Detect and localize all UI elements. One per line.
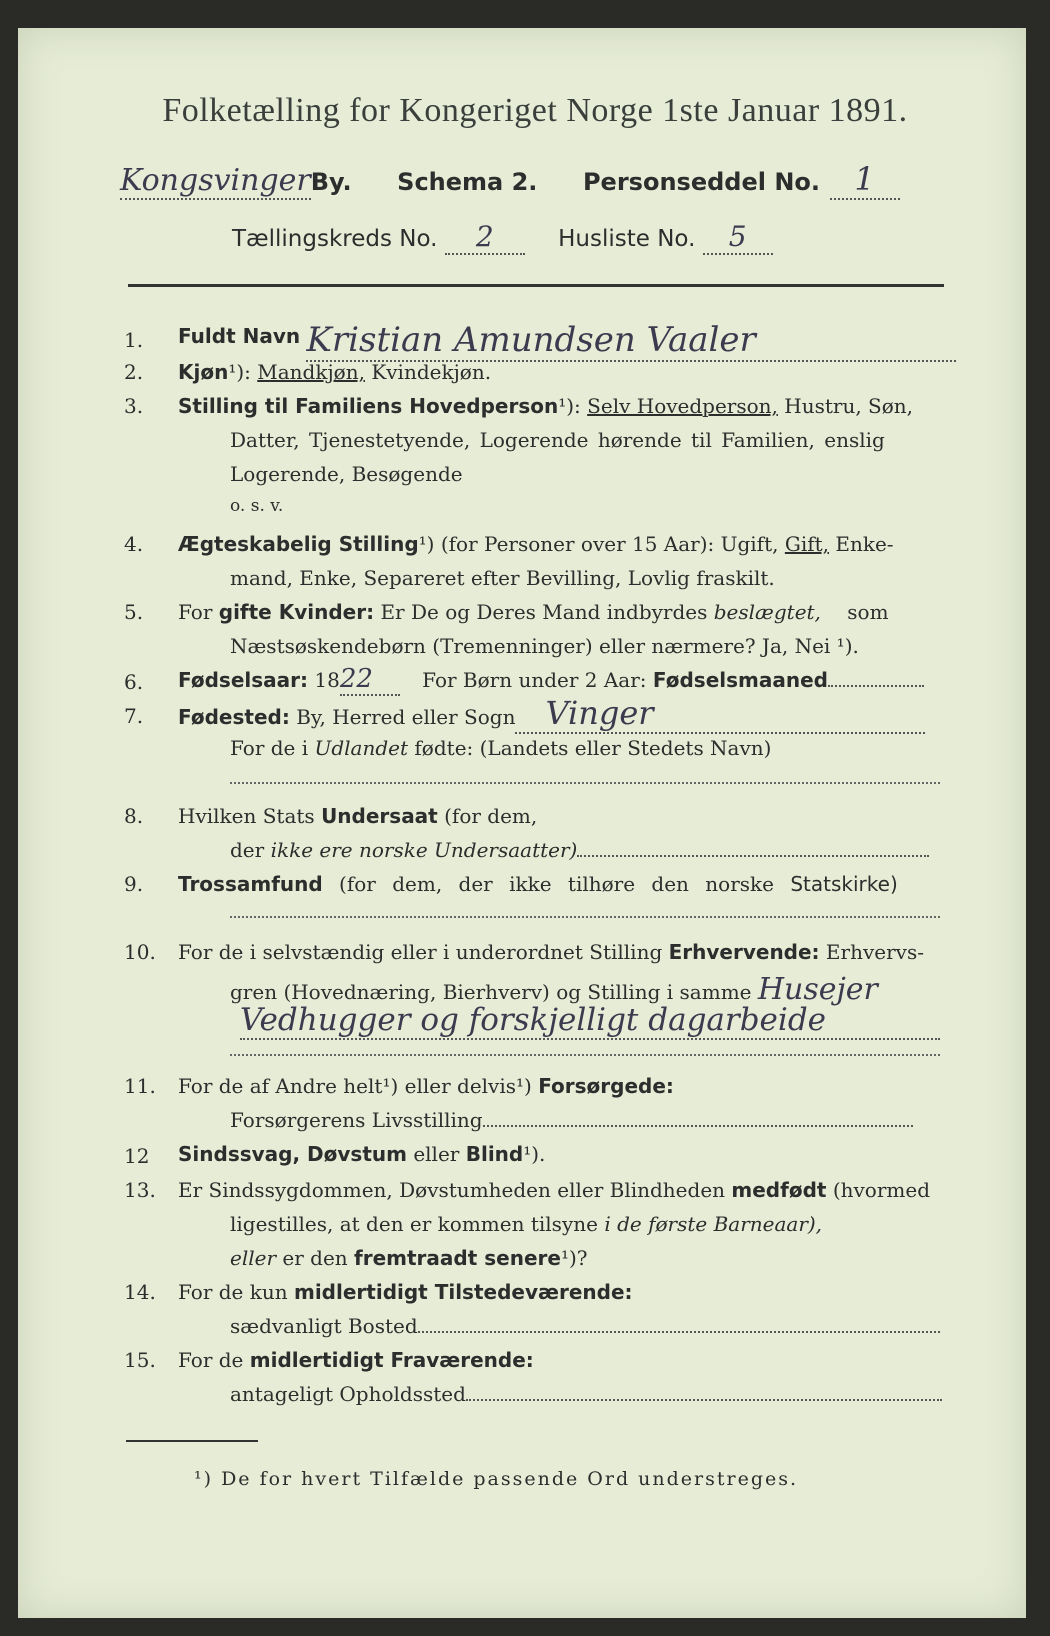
item-11 <box>178 1074 674 1098</box>
item-13 <box>178 1178 930 1202</box>
item-13-italic: eller <box>230 1246 277 1270</box>
item-5-text: For <box>178 600 213 624</box>
item-9-text: (for dem, der ikke tilhøre den norske <box>339 872 774 896</box>
by-label: By. <box>310 168 352 196</box>
item-number: 12 <box>124 1144 150 1168</box>
item-7-line-2 <box>230 736 771 760</box>
option-head-selected: Selv Hovedperson, <box>587 394 778 418</box>
religion-blank <box>230 916 940 918</box>
option-married-selected: Gift, <box>784 532 830 556</box>
item-6-text: For Børn under 2 Aar: <box>422 668 647 692</box>
kreds-number: 2 <box>445 220 525 255</box>
footnote-ref: ¹): <box>558 394 581 418</box>
item-10-text: gren (Hovednæring, Bierhverv) og Stilling i samme <box>230 980 752 1004</box>
item-number: 9. <box>124 872 144 896</box>
options-text: Hustru, Søn, <box>784 394 914 418</box>
item-number: 2. <box>124 360 144 384</box>
item-8-text: (for dem, <box>444 804 538 828</box>
label-marital-status: Ægteskabelig Stilling <box>178 532 419 556</box>
item-3 <box>178 394 913 418</box>
item-8-italic: ikke ere norske Undersaatter) <box>270 838 578 862</box>
personseddel-number: 1 <box>830 160 900 200</box>
item-10-line-3 <box>240 1002 940 1040</box>
item-number: 10. <box>124 940 156 964</box>
item-7 <box>178 694 925 734</box>
label-congenital: medfødt <box>731 1178 827 1202</box>
item-13-text: ligestilles, at den er kommen tilsyne <box>230 1212 598 1236</box>
value-full-name: Kristian Amundsen Vaaler <box>306 320 956 362</box>
item-3-line-2: Datter, Tjenestetyende, Logerende hørende til Familien, enslig <box>230 428 885 452</box>
kreds-label: Tællingskreds No. <box>232 226 438 252</box>
usual-residence-blank <box>418 1331 940 1333</box>
birthplace-foreign-blank <box>230 782 940 784</box>
provider-occupation-blank <box>483 1125 913 1127</box>
occupation-blank <box>230 1054 940 1056</box>
husliste-label: Husliste No. <box>558 226 696 252</box>
item-number: 11. <box>124 1074 156 1098</box>
item-14 <box>178 1280 633 1304</box>
item-10-text: Erhvervs- <box>825 940 924 964</box>
item-11-line-2 <box>230 1108 913 1132</box>
footnote-ref: ¹). <box>523 1142 546 1166</box>
item-4-text: (for Personer over 15 Aar): Ugift, <box>440 532 779 556</box>
form-title: Folketælling for Kongeriget Norge 1ste Januar 1891. <box>162 92 908 129</box>
footnote-ref: ¹)? <box>560 1246 588 1270</box>
item-15-text: For de <box>178 1348 244 1372</box>
item-4-text: Enke- <box>835 532 894 556</box>
item-4-line-2: mand, Enke, Separeret efter Bevilling, Lovlig fraskilt. <box>230 566 775 590</box>
item-10-text: For de i selvstændig eller i underordnet Stilling <box>178 940 663 964</box>
item-14-text: sædvanligt Bosted <box>230 1314 418 1338</box>
item-6 <box>178 664 924 696</box>
item-number: 1. <box>124 328 144 352</box>
schema-label: Schema 2. <box>397 168 538 196</box>
item-9 <box>178 872 898 896</box>
footnote-ref: ¹): <box>228 360 251 384</box>
label-family-position: Stilling til Familiens Hovedperson <box>178 394 559 418</box>
label-sex: Kjøn <box>178 360 229 384</box>
item-number: 6. <box>124 670 144 694</box>
label-citizenship: Undersaat <box>321 804 438 828</box>
item-number: 3. <box>124 394 144 418</box>
item-8 <box>178 804 537 828</box>
item-number: 7. <box>124 704 144 728</box>
item-number: 5. <box>124 600 144 624</box>
occupation-value-1: Husejer <box>757 972 878 1007</box>
item-1 <box>178 320 956 362</box>
item-5-text: som <box>847 600 889 624</box>
probable-location-blank <box>466 1399 942 1401</box>
item-8-text: Hvilken Stats <box>178 804 315 828</box>
item-14-line-2 <box>230 1314 940 1338</box>
item-5-italic: beslægtet, <box>713 600 821 624</box>
item-13-text: Er Sindssygdommen, Døvstumheden eller Blindheden <box>178 1178 726 1202</box>
item-number: 4. <box>124 532 144 556</box>
item-12 <box>178 1142 545 1166</box>
item-8-text: der <box>230 838 265 862</box>
item-13-line-2 <box>230 1212 822 1236</box>
item-11-text: For de af Andre helt¹) eller delvis¹) <box>178 1074 532 1098</box>
town-name-handwritten: Kongsvinger <box>120 163 311 198</box>
birth-year-value: 22 <box>340 664 400 696</box>
item-13-line-3 <box>230 1246 588 1270</box>
label-full-name: Fuldt Navn <box>178 324 301 348</box>
item-number: 14. <box>124 1280 156 1304</box>
label-temporarily-absent: midlertidigt Fraværende: <box>249 1348 534 1372</box>
item-14-text: For de kun <box>178 1280 288 1304</box>
citizenship-blank <box>577 855 929 857</box>
label-birthplace: Fødested: <box>178 705 290 729</box>
item-15-text: antageligt Opholdssted <box>230 1382 466 1406</box>
label-blind: Blind <box>465 1142 524 1166</box>
birthplace-value: Vinger <box>515 694 925 734</box>
label-dependents: Forsørgede: <box>538 1074 674 1098</box>
item-number: 8. <box>124 804 144 828</box>
footnote: ¹) De for hvert Tilfælde passende Ord understreges. <box>194 1468 799 1490</box>
header-line-2 <box>120 160 900 200</box>
option-male-selected: Mandkjøn, <box>257 360 365 384</box>
occupation-value-2: Vedhugger og forskjelligt dagarbeide <box>240 1002 940 1040</box>
item-number: 13. <box>124 1178 156 1202</box>
item-7-text: By, Herred eller Sogn <box>296 705 516 729</box>
item-8-line-2 <box>230 838 929 862</box>
label-birth-month: Fødselsmaaned <box>652 668 828 692</box>
item-2 <box>178 360 491 384</box>
label-later-onset: fremtraadt senere <box>354 1246 561 1270</box>
footnote-ref: ¹) <box>418 532 435 556</box>
label-occupation: Erhvervende: <box>668 940 820 964</box>
label-religion: Trossamfund <box>178 872 323 896</box>
item-13-text: (hvormed <box>832 1178 930 1202</box>
label-birth-year: Fødselsaar: <box>178 668 308 692</box>
item-5 <box>178 600 889 624</box>
option-female: Kvindekjøn. <box>371 360 492 384</box>
item-4 <box>178 532 894 556</box>
item-5-line-2: Næstsøskendebørn (Tremenninger) eller nærmere? Ja, Nei ¹). <box>230 634 859 658</box>
label-disability: Sindssvag, Døvstum <box>178 1142 407 1166</box>
item-12-text: eller <box>413 1142 460 1166</box>
footnote-divider <box>126 1440 258 1442</box>
item-5-text: Er De og Deres Mand indbyrdes <box>380 600 708 624</box>
personseddel-label: Personseddel No. <box>582 168 821 196</box>
item-7-text: fødte: (Landets eller Stedets Navn) <box>414 736 772 760</box>
header-line-3 <box>232 220 773 255</box>
item-7-italic: Udlandet <box>314 736 409 760</box>
item-number: 15. <box>124 1348 156 1372</box>
label-married-women: gifte Kvinder: <box>218 600 375 624</box>
item-13-text: er den <box>282 1246 348 1270</box>
label-state-church: Statskirke) <box>790 872 898 896</box>
header-divider <box>128 284 944 287</box>
item-3-line-4: o. s. v. <box>230 496 284 516</box>
birth-year-prefix: 18 <box>314 668 340 692</box>
item-7-text: For de i <box>230 736 309 760</box>
item-10 <box>178 940 924 964</box>
birth-month-blank <box>828 685 924 687</box>
husliste-number: 5 <box>703 220 773 255</box>
item-11-text: Forsørgerens Livsstilling <box>230 1108 483 1132</box>
item-15 <box>178 1348 534 1372</box>
item-13-italic: i de første Barneaar), <box>604 1212 823 1236</box>
label-temporarily-present: midlertidigt Tilstedeværende: <box>293 1280 633 1304</box>
item-15-line-2 <box>230 1382 942 1406</box>
item-3-line-3: Logerende, Besøgende <box>230 462 463 486</box>
